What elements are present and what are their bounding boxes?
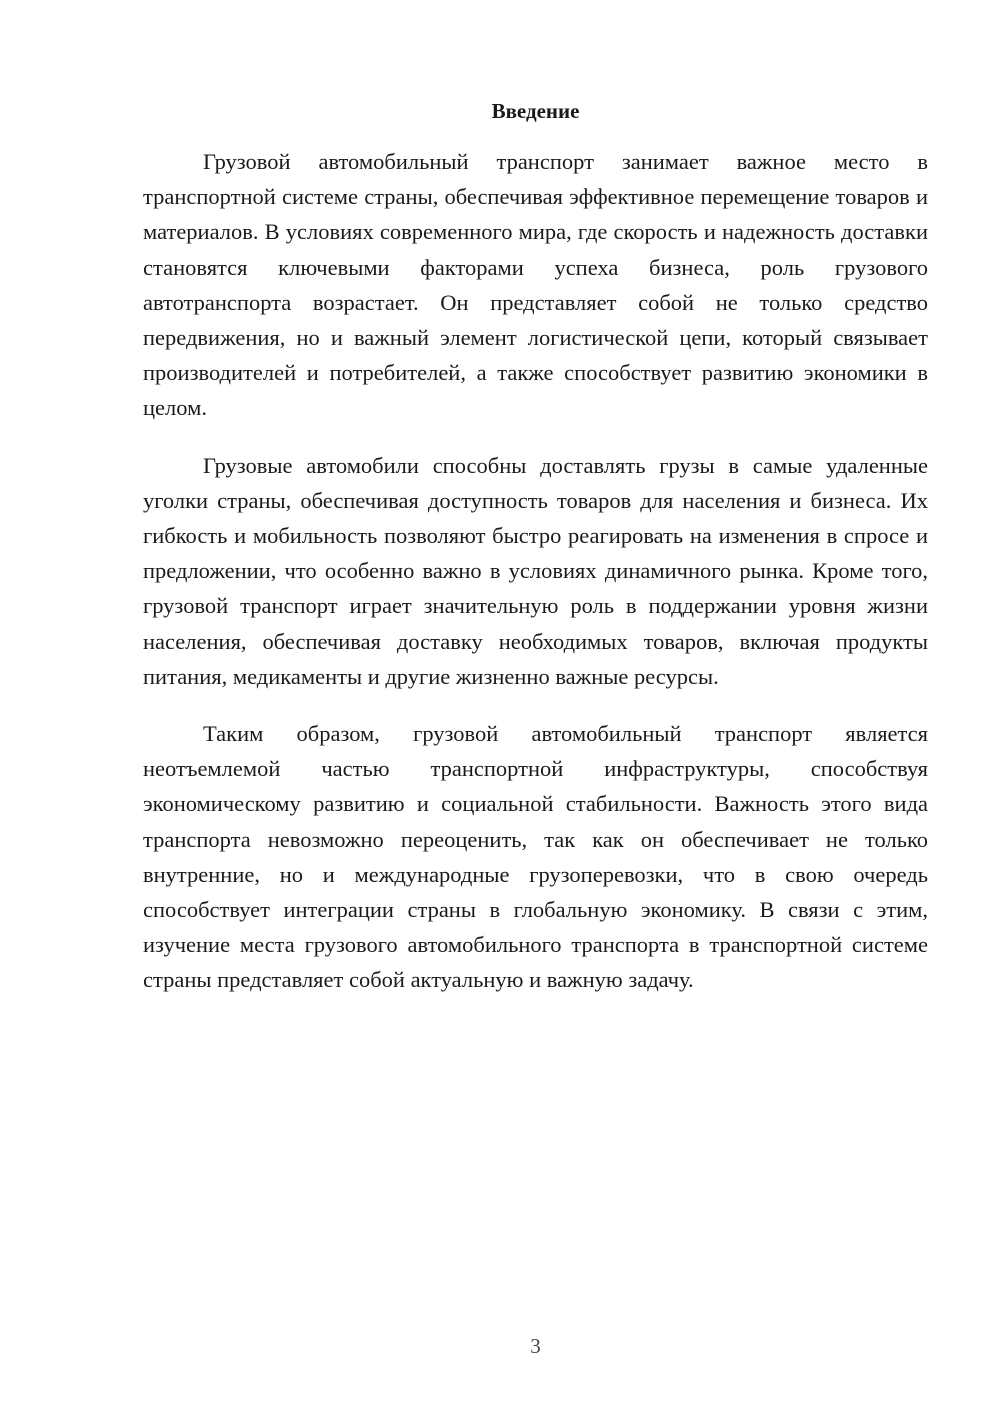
page-number: 3 (530, 1334, 541, 1358)
paragraph-2: Грузовые автомобили способны доставлять грузы в самые удаленные уголки страны, обеспечивая доступность товаров для населения и бизнеса. Их гибкость и мобильность позволяют быстро реагировать на изменения в спросе и предложении, что особенно важно в условиях динамичного рынка. Кроме того, грузовой транспорт играет значительную роль в поддержании уровня жизни населения, обеспечивая доставку необходимых товаров, включая продукты питания, медикаменты и другие жизненно важные ресурсы. (143, 452, 928, 689)
paragraph-3: Таким образом, грузовой автомобильный транспорт является неотъемлемой частью транспортной инфраструктуры, способствуя экономическому развитию и социальной стабильности. Важность этого вида транспорта невозможно переоценить, так как он обеспечивает не только внутренние, но и международные грузоперевозки, что в свою очередь способствует интеграции страны в глобальную экономику. В связи с этим, изучение места грузового автомобильного транспорта в транспортной системе страны представляет собой актуальную и важную задачу. (143, 721, 928, 993)
section-title: Введение (491, 99, 580, 123)
page-content (143, 95, 928, 998)
paragraph-1: Грузовой автомобильный транспорт занимает важное место в транспортной системе страны, обеспечивая эффективное перемещение товаров и материалов. В условиях современного мира, где скорость и надежность доставки становятся ключевыми факторами успеха бизнеса, роль грузового автотранспорта возрастает. Он представляет собой не только средство передвижения, но и важный элемент логистической цепи, который связывает производителей и потребителей, а также способствует развитию экономики в целом. (143, 149, 928, 421)
